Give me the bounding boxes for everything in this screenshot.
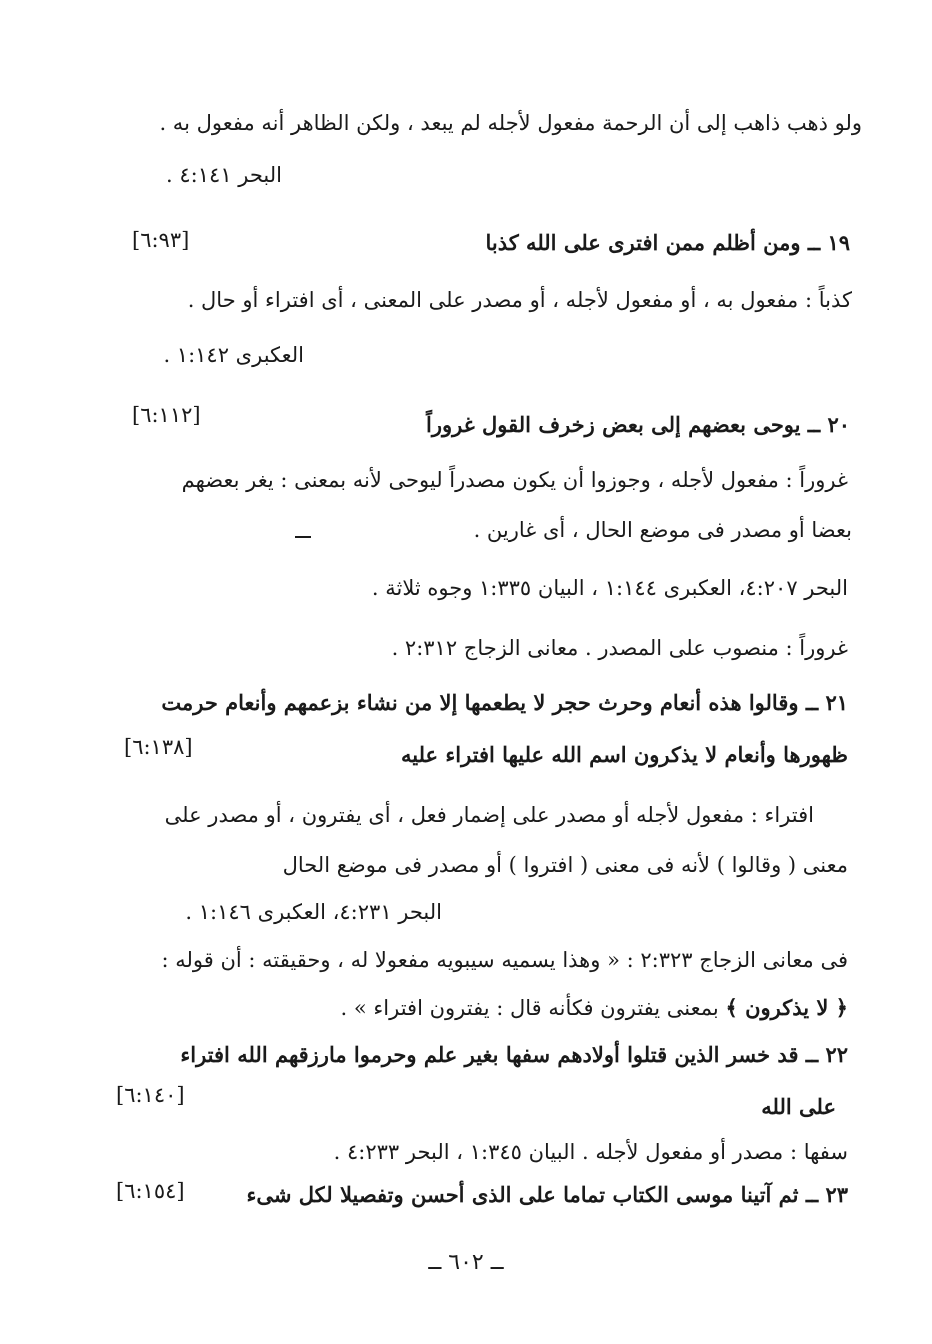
text-line: غروراً : منصوب على المصدر . معانى الزجاج ٢:٣١٢ . [391, 636, 848, 660]
verse-reference: [٦:٩٣] [132, 228, 190, 252]
source-citation: البحر ٤:٢٠٧، العكبرى ١:١٤٤ ، البيان ١:٣٣٥ وجوه ثلاثة . [371, 576, 848, 600]
source-citation: البحر ٤:١٤١ . [166, 163, 282, 187]
text-line: سفها : مصدر أو مفعول لأجله . البيان ١:٣٤٥ ، البحر ٤:٢٣٣ . [333, 1140, 848, 1164]
verse-heading: ٢٠ ــ يوحى بعضهم إلى بعض زخرف القول غروراً [426, 412, 850, 437]
verse-heading: ١٩ ــ ومن أظلم ممن افترى على الله كذبا [485, 230, 850, 255]
source-citation: البحر ٤:٢٣١، العكبرى ١:١٤٦ . [185, 900, 442, 924]
verse-heading: ٢٣ ــ ثم آتينا موسى الكتاب تماما على الذى أحسن وتفصيلا لكل شىء [246, 1182, 848, 1207]
verse-reference: [٦:١٤٠] [116, 1083, 185, 1107]
text-line: افتراء : مفعول لأجله أو مصدر على إضمار فعل ، أى يفترون ، أو مصدر على [164, 803, 814, 827]
text-line: غروراً : مفعول لأجله ، وجوزوا أن يكون مصدراً ليوحى لأنه بمعنى : يغر بعضهم [181, 468, 848, 492]
text-line-rest: بمعنى يفترون فكأنه قال : يفترون افتراء » . [340, 996, 719, 1020]
verse-reference: [٦:١٥٤] [116, 1179, 185, 1203]
source-citation: العكبرى ١:١٤٢ . [163, 343, 304, 367]
verse-reference: [٦:١٣٨] [124, 735, 193, 759]
text-line: بعضا أو مصدر فى موضع الحال ، أى غارين . [473, 518, 852, 542]
verse-heading: ٢١ ــ وقالوا هذه أنعام وحرث حجر لا يطعمها إلا من نشاء بزعمهم وأنعام حرمت [161, 690, 848, 715]
verse-heading: ظهورها وأنعام لا يذكرون اسم الله عليها افتراء عليه [400, 742, 848, 767]
dash-mark [295, 536, 311, 538]
text-line: ولو ذهب ذاهب إلى أن الرحمة مفعول لأجله لم يبعد ، ولكن الظاهر أنه مفعول به . [159, 111, 862, 135]
quran-quote: ﴿ لا يذكرون ﴾ [725, 995, 848, 1020]
text-line [341, 993, 848, 1023]
verse-heading: على الله [761, 1094, 836, 1119]
verse-heading: ٢٢ ــ قد خسر الذين قتلوا أولادهم سفها بغير علم وحرموا مارزقهم الله افتراء [180, 1042, 848, 1067]
verse-reference: [٦:١١٢] [132, 403, 201, 427]
text-line: معنى ( وقالوا ) لأنه فى معنى ( افتروا ) أو مصدر فى موضع الحال [282, 853, 848, 877]
text-line: كذباً : مفعول به ، أو مفعول لأجله ، أو مصدر على المعنى ، أى افتراء أو حال . [187, 288, 852, 312]
text-line: فى معانى الزجاج ٢:٣٢٣ : « وهذا يسميه سيبويه مفعولا له ، وحقيقته : أن قوله : [161, 948, 848, 972]
page-number: ــ ٦٠٢ ــ [428, 1250, 504, 1275]
